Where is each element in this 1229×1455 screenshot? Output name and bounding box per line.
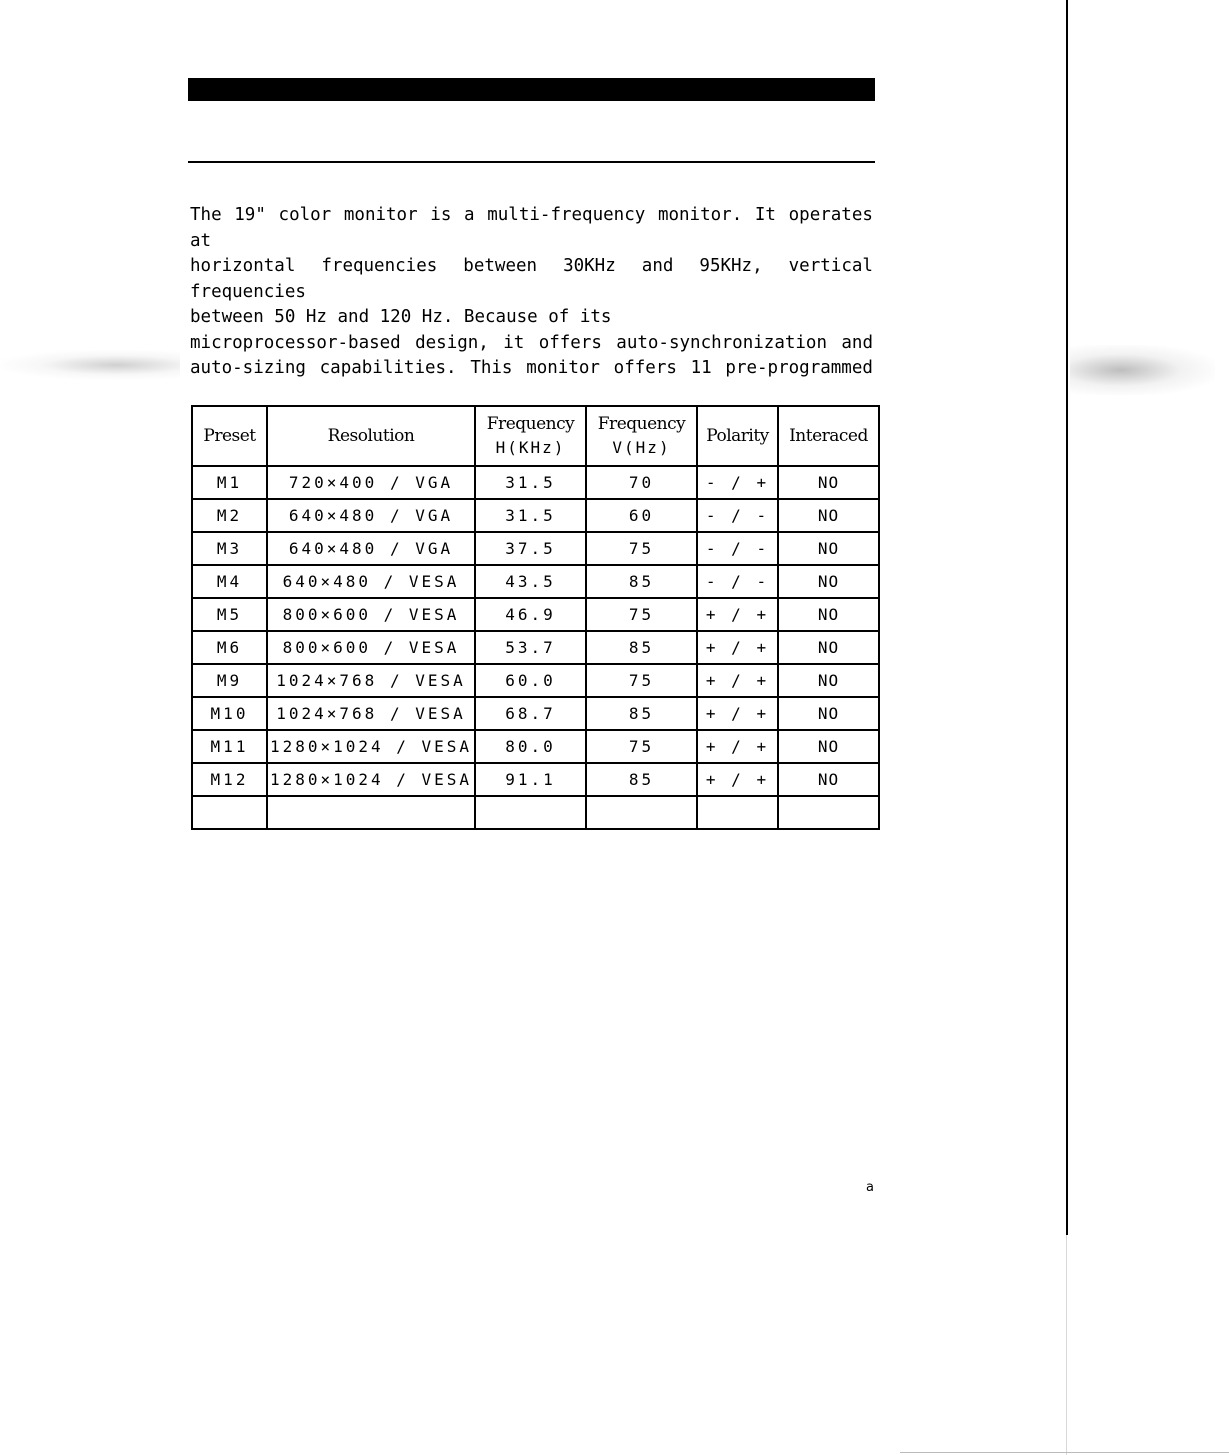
cell-frequency-h: 43.5: [475, 565, 586, 598]
cell-frequency-h: 46.9: [475, 598, 586, 631]
table-header-row: [192, 406, 879, 466]
cell-frequency-h: 53.7: [475, 631, 586, 664]
cell-interlaced: NO: [778, 631, 879, 664]
cell-frequency-h: 37.5: [475, 532, 586, 565]
header-frequency-h-line1: Frequency: [486, 414, 575, 434]
cell-preset: M9: [192, 664, 267, 697]
cell-resolution: 720×400 / VGA: [267, 466, 475, 499]
header-black-bar: [188, 78, 875, 101]
header-frequency-h: [475, 406, 586, 466]
empty-cell: [778, 796, 879, 829]
cell-frequency-h: 80.0: [475, 730, 586, 763]
cell-resolution: 640×480 / VGA: [267, 499, 475, 532]
header-rule: [188, 161, 875, 163]
intro-line-7: auto-sizing capabilities. This monitor offers 11 pre-programmed: [190, 358, 873, 378]
table-row: [192, 466, 879, 499]
cell-polarity: + / +: [697, 664, 778, 697]
cell-interlaced: NO: [778, 499, 879, 532]
cell-resolution: 800×600 / VESA: [267, 598, 475, 631]
cell-polarity: + / +: [697, 730, 778, 763]
header-frequency-v-line1: Frequency: [597, 414, 686, 434]
header-interlaced: Interaced: [778, 406, 879, 466]
cell-resolution: 1280×1024 / VESA: [267, 763, 475, 796]
intro-line-4: frequencies: [190, 281, 306, 302]
intro-line-6: microprocessor-based design, it offers auto-synchronization and: [190, 332, 873, 353]
cell-polarity: - / -: [697, 532, 778, 565]
cell-interlaced: NO: [778, 598, 879, 631]
cell-interlaced: NO: [778, 664, 879, 697]
cell-preset: M4: [192, 565, 267, 598]
empty-cell: [697, 796, 778, 829]
cell-preset: M11: [192, 730, 267, 763]
scan-bottom-line: [900, 1452, 1229, 1453]
intro-line-2: at: [190, 230, 212, 251]
header-polarity: Polarity: [697, 406, 778, 466]
empty-cell: [475, 796, 586, 829]
scan-noise-left: [0, 350, 180, 380]
header-frequency-h-line2: H(KHz): [495, 438, 566, 457]
cell-frequency-v: 60: [586, 499, 697, 532]
intro-paragraph: [190, 203, 880, 382]
cell-frequency-v: 85: [586, 697, 697, 730]
table-row: [192, 532, 879, 565]
table-row: [192, 730, 879, 763]
cell-frequency-h: 31.5: [475, 466, 586, 499]
cell-polarity: + / +: [697, 598, 778, 631]
cell-resolution: 640×480 / VGA: [267, 532, 475, 565]
cell-preset: M6: [192, 631, 267, 664]
table-row-empty: [192, 796, 879, 829]
cell-preset: M12: [192, 763, 267, 796]
cell-frequency-v: 75: [586, 730, 697, 763]
preset-timing-table: [191, 405, 880, 830]
header-resolution: Resolution: [267, 406, 475, 466]
cell-polarity: - / +: [697, 466, 778, 499]
cell-polarity: - / -: [697, 565, 778, 598]
cell-resolution: 1024×768 / VESA: [267, 697, 475, 730]
intro-line-1: The 19" color monitor is a multi-frequency monitor. It operates: [190, 205, 873, 225]
intro-line-5: between 50 Hz and 120 Hz. Because of its: [190, 307, 612, 327]
cell-frequency-v: 70: [586, 466, 697, 499]
empty-cell: [267, 796, 475, 829]
table-row: [192, 664, 879, 697]
empty-cell: [192, 796, 267, 829]
cell-preset: M5: [192, 598, 267, 631]
cell-frequency-h: 68.7: [475, 697, 586, 730]
page-edge-line-faint: [1066, 1235, 1067, 1455]
page-edge-line: [1066, 0, 1068, 1235]
header-frequency-v: [586, 406, 697, 466]
table-row: [192, 598, 879, 631]
cell-interlaced: NO: [778, 532, 879, 565]
intro-line-3: horizontal frequencies between 30KHz and 95KHz, vertical: [190, 256, 873, 276]
cell-interlaced: NO: [778, 466, 879, 499]
cell-polarity: + / +: [697, 631, 778, 664]
header-frequency-v-line2: V(Hz): [612, 438, 671, 457]
cell-resolution: 800×600 / VESA: [267, 631, 475, 664]
cell-polarity: + / +: [697, 763, 778, 796]
cell-frequency-v: 75: [586, 664, 697, 697]
table-row: [192, 631, 879, 664]
cell-resolution: 640×480 / VESA: [267, 565, 475, 598]
table-row: [192, 565, 879, 598]
cell-resolution: 1024×768 / VESA: [267, 664, 475, 697]
cell-frequency-v: 85: [586, 631, 697, 664]
cell-frequency-v: 75: [586, 598, 697, 631]
cell-interlaced: NO: [778, 565, 879, 598]
cell-frequency-h: 60.0: [475, 664, 586, 697]
page-mark: a: [866, 1180, 874, 1195]
cell-preset: M3: [192, 532, 267, 565]
table-row: [192, 499, 879, 532]
cell-interlaced: NO: [778, 730, 879, 763]
scan-noise-right: [1070, 345, 1215, 395]
cell-polarity: - / -: [697, 499, 778, 532]
cell-polarity: + / +: [697, 697, 778, 730]
cell-interlaced: NO: [778, 763, 879, 796]
cell-resolution: 1280×1024 / VESA: [267, 730, 475, 763]
table-row: [192, 697, 879, 730]
cell-preset: M1: [192, 466, 267, 499]
cell-frequency-v: 85: [586, 763, 697, 796]
cell-preset: M2: [192, 499, 267, 532]
cell-frequency-h: 91.1: [475, 763, 586, 796]
cell-frequency-h: 31.5: [475, 499, 586, 532]
table-row: [192, 763, 879, 796]
cell-frequency-v: 85: [586, 565, 697, 598]
cell-preset: M10: [192, 697, 267, 730]
cell-interlaced: NO: [778, 697, 879, 730]
empty-cell: [586, 796, 697, 829]
header-preset: Preset: [192, 406, 267, 466]
cell-frequency-v: 75: [586, 532, 697, 565]
table-body: [192, 466, 879, 829]
